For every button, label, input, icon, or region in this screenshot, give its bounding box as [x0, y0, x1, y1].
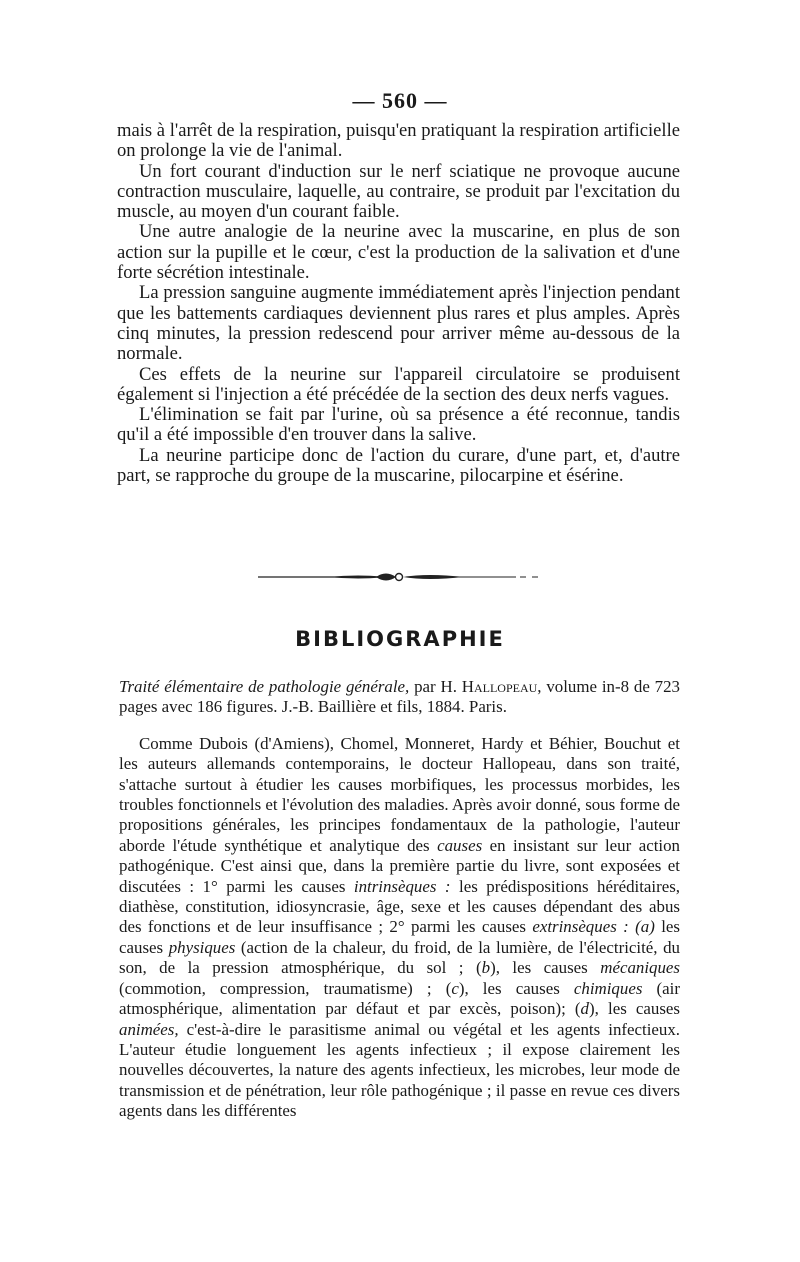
section-title: BIBLIOGRAPHIE — [295, 627, 505, 651]
review-emphasis: d — [580, 999, 589, 1019]
review-text: les prédispositions héréditaires, diathèse, constitution, idiosyncrasie, âge, sexe et les causes dépendant des abus des fonctions et de leur insuffisance ; 2° parmi les causes — [119, 876, 681, 937]
book-reference — [119, 677, 680, 718]
review-emphasis: physiques — [168, 937, 236, 957]
review-text: ), les causes — [458, 978, 574, 998]
review-emphasis: extrinsèques : (a) — [532, 917, 655, 937]
review-text: ), les causes — [589, 999, 680, 1019]
review-emphasis: chimiques — [573, 978, 643, 998]
paragraph: La pression sanguine augmente immédiatement après l'injection pendant que les battements cardiaques deviennent plus rares et plus amples. Après cinq minutes, la pression redescend pour arriver même au-dessous de la normale. — [117, 282, 680, 365]
reference-details: volume in-8 de 723 pages avec 186 figures. J.-B. Baillière et fils, 1884. Paris. — [119, 677, 680, 717]
review-emphasis: c — [451, 978, 459, 998]
reference-by: par H. — [414, 677, 457, 696]
review-paragraph — [119, 734, 680, 1122]
review-text: c'est-à-dire le parasitisme animal ou végétal et les agents infectieux. L'auteur étudie longuement les agents infectieux ; il expose clairement les nouvelles découvertes, la nature des agents infectieux, les microbes, leur mode de transmission et de pénétration, leur rôle pathogénique ; il passe en revue ces divers agents dans les différentes — [119, 1019, 680, 1121]
review-emphasis: animées, — [119, 1019, 179, 1039]
paragraph: mais à l'arrêt de la respiration, puisqu'en pratiquant la respiration artificielle on prolonge la vie de l'animal. — [117, 120, 680, 162]
bibliography-section — [119, 677, 680, 1122]
paragraph: Une autre analogie de la neurine avec la muscarine, en plus de son action sur la pupille et le cœur, c'est la production de la salivation et d'une forte sécrétion intestinale. — [117, 221, 680, 284]
ornament-divider — [258, 567, 540, 587]
review-emphasis: intrinsèques : — [353, 876, 451, 896]
paragraph: La neurine participe donc de l'action du curare, d'une part, et, d'autre part, se rapproche du groupe de la muscarine, pilocarpine et ésérine. — [117, 444, 680, 487]
review-emphasis: mécaniques — [600, 958, 680, 978]
page-number: — 560 — — [352, 88, 448, 113]
review-emphasis: b — [481, 958, 491, 978]
review-emphasis: causes — [437, 835, 483, 855]
review-text: en insistant sur leur action pathogénique. C'est ainsi que, dans la première partie du livre, sont exposées et discutées : 1° parmi les causes — [119, 835, 680, 896]
book-title: Traité élémentaire de pathologie générale, — [119, 677, 410, 696]
book-author: Hallopeau, — [461, 677, 542, 696]
review-text: (air atmosphérique, alimentation par défaut et par excès, poison); ( — [119, 978, 680, 1019]
review-text: (action de la chaleur, du froid, de la lumière, de l'électricité, du son, de la pression atmosphérique, du sol ; ( — [119, 937, 680, 978]
main-text — [117, 121, 680, 486]
review-text: Comme Dubois (d'Amiens), Chomel, Monneret, Hardy et Béhier, Bouchut et les auteurs allemands contemporains, le docteur Hallopeau, dans son traité, s'attache surtout à étudier les causes morbifiques, les processus morbides, les troubles fonctionnels et l'évolution des maladies. Après avoir donné, sous forme de propositions générales, les principes fondamentaux de la pathologie, l'auteur aborde l'étude synthétique et analytique des — [119, 733, 680, 855]
paragraph: Ces effets de la neurine sur l'appareil circulatoire se produisent également si l'injection a été précédée de la section des deux nerfs vagues. — [117, 363, 680, 405]
review-text: les causes — [119, 917, 680, 957]
review-text: (commotion, compression, traumatisme) ; ( — [119, 978, 452, 998]
paragraph: Un fort courant d'induction sur le nerf sciatique ne provoque aucune contraction musculaire, laquelle, au contraire, se produit par l'excitation du muscle, au moyen d'un courant faible. — [117, 160, 680, 223]
paragraph: L'élimination se fait par l'urine, où sa présence a été reconnue, tandis qu'il a été impossible d'en trouver dans la salive. — [117, 404, 680, 446]
review-text: ), les causes — [490, 958, 601, 978]
